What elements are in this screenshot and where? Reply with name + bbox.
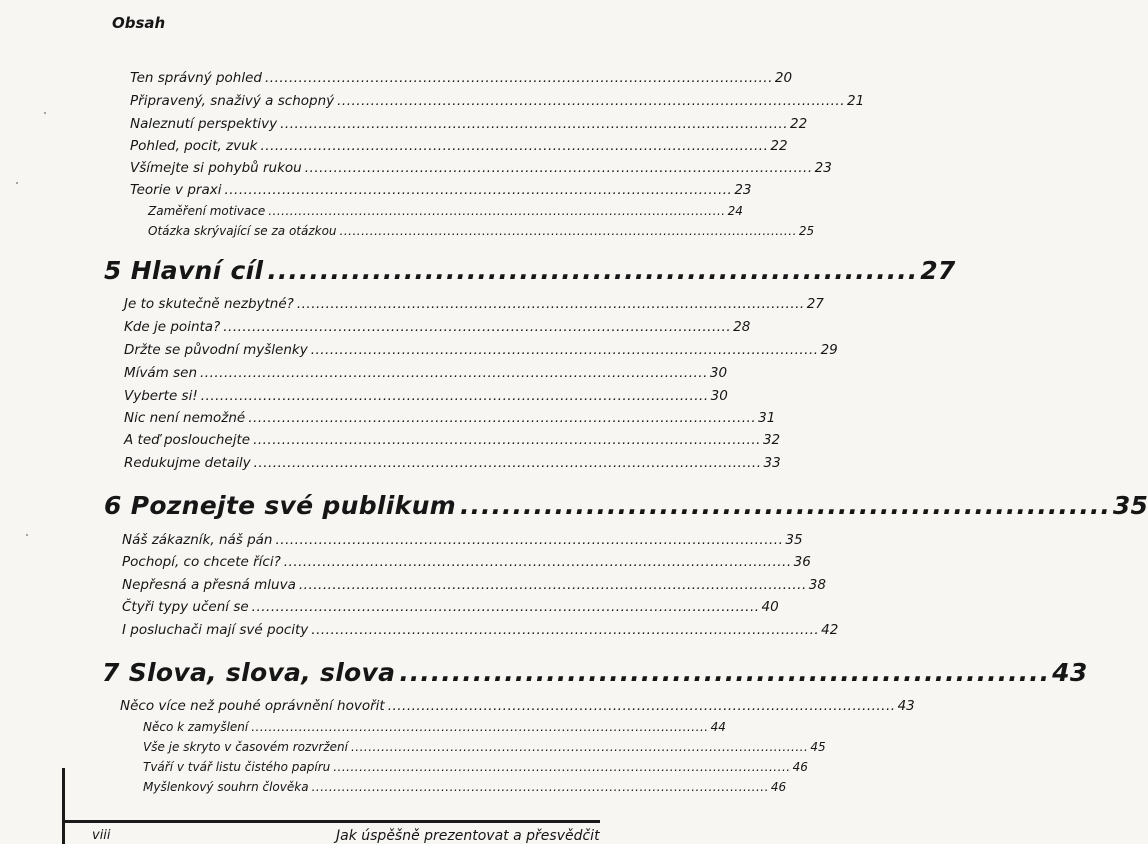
toc-entry[interactable] [122, 577, 826, 593]
chapter-heading[interactable] [104, 256, 956, 285]
toc-subentry[interactable] [143, 760, 808, 774]
toc-entry[interactable] [130, 116, 808, 132]
leader-dots: .......................................................................................................... [253, 432, 761, 448]
toc-entry-label: Náš zákazník, náš pán [122, 532, 273, 548]
chapter-title: 6 Poznejte své publikum [104, 491, 457, 520]
toc-entry-label: Otázka skrývající se za otázkou [148, 224, 337, 238]
leader-dots: .......................................................................................................... [260, 138, 769, 154]
chapter-page: 27 [920, 256, 956, 285]
toc-entry-label: Ten správný pohled [130, 70, 262, 86]
scan-speck [16, 182, 18, 184]
toc-entry[interactable] [130, 160, 832, 176]
toc-entry[interactable] [120, 698, 915, 714]
leader-dots: .......................................................................................................... [265, 70, 773, 86]
toc-entry-label: Pohled, pocit, zvuk [130, 138, 258, 154]
toc-entry-label: Něco více než pouhé oprávnění hovořit [120, 698, 385, 714]
footer-running-title: Jak úspěšně prezentovat a přesvědčit [336, 828, 600, 844]
leader-dots: .............................................................. [399, 658, 1051, 687]
leader-dots: .......................................................................................................... [200, 365, 708, 381]
toc-entry-label: Tváří v tvář listu čistého papíru [143, 760, 331, 774]
toc-entry[interactable] [130, 70, 793, 86]
leader-dots: .......................................................................................................... [268, 204, 726, 218]
toc-entry-page: 35 [785, 532, 803, 548]
toc-entry-page: 29 [820, 342, 838, 358]
toc-entry-label: Čtyři typy učení se [122, 599, 249, 615]
toc-entry-page: 40 [761, 599, 779, 615]
toc-entry-label: Nepřesná a přesná mluva [122, 577, 296, 593]
toc-entry-page: 22 [770, 138, 788, 154]
chapter-heading[interactable] [104, 491, 1148, 520]
toc-subentry[interactable] [143, 720, 726, 734]
chapter-title: 7 Slova, slova, slova [102, 658, 396, 687]
toc-entry-label: Držte se původní myšlenky [124, 342, 308, 358]
leader-dots: .......................................................................................................... [304, 160, 813, 176]
leader-dots: .......................................................................................................... [275, 532, 784, 548]
toc-entry-label: Něco k zamyšlení [143, 720, 249, 734]
toc-entry[interactable] [122, 622, 839, 638]
footer-page-number: viii [92, 828, 111, 843]
scan-speck [44, 112, 46, 114]
toc-subentry[interactable] [148, 224, 815, 238]
toc-entry-page: 38 [808, 577, 826, 593]
toc-entry-page: 45 [810, 740, 826, 754]
toc-entry-label: Vše je skryto v časovém rozvržení [143, 740, 348, 754]
toc-entry[interactable] [124, 365, 728, 381]
toc-entry-label: Zaměření motivace [148, 204, 266, 218]
toc-entry-page: 30 [710, 388, 728, 404]
chapter-heading[interactable] [102, 658, 1088, 687]
footer-vertical-rule [62, 768, 65, 844]
toc-entry-label: Naleznutí perspektivy [130, 116, 278, 132]
toc-entry-label: Teorie v praxi [130, 182, 222, 198]
toc-entry-page: 44 [710, 720, 726, 734]
leader-dots: .............................................................. [267, 256, 919, 285]
toc-entry[interactable] [124, 296, 824, 312]
toc-entry-page: 30 [709, 365, 728, 381]
toc-entry[interactable] [124, 388, 728, 404]
toc-entry-page: 46 [770, 780, 787, 794]
toc-subentry[interactable] [148, 204, 743, 218]
toc-entry-page: 22 [790, 116, 808, 132]
leader-dots: .......................................................................................................... [224, 182, 733, 198]
leader-dots: .......................................................................................................... [253, 455, 762, 471]
leader-dots: .......................................................................................................... [339, 224, 797, 238]
toc-entry-page: 42 [821, 622, 839, 638]
chapter-page: 43 [1052, 658, 1088, 687]
toc-entry-label: Myšlenkový souhrn člověka [143, 780, 309, 794]
scan-speck [26, 534, 28, 536]
toc-entry-label: Redukujme detaily [124, 455, 251, 471]
toc-entry[interactable] [122, 532, 803, 548]
footer-horizontal-rule [62, 820, 600, 823]
toc-entry[interactable] [124, 410, 776, 426]
toc-entry-page: 31 [758, 410, 776, 426]
toc-entry-page: 27 [806, 296, 824, 312]
toc-entry[interactable] [130, 138, 788, 154]
leader-dots: .......................................................................................................... [387, 698, 896, 714]
toc-entry-label: Je to skutečně nezbytné? [124, 296, 294, 312]
toc-entry[interactable] [130, 182, 752, 198]
leader-dots: .......................................................................................................... [251, 599, 760, 615]
toc-entry-label: A teď poslouchejte [124, 432, 251, 448]
toc-entry-page: 43 [897, 698, 915, 714]
toc-entry-label: Všímejte si pohybů rukou [130, 160, 302, 176]
toc-entry-label: Kde je pointa? [124, 319, 221, 335]
toc-entry[interactable] [122, 599, 779, 615]
toc-entry-page: 46 [792, 760, 808, 774]
toc-entry-label: Mívám sen [124, 365, 197, 381]
toc-entry[interactable] [124, 432, 781, 448]
leader-dots: .......................................................................................................... [296, 296, 805, 312]
leader-dots: .......................................................................................................... [248, 410, 757, 426]
toc-subentry[interactable] [143, 740, 826, 754]
toc-entry-page: 20 [774, 70, 793, 86]
page-header-title: Obsah [112, 14, 166, 32]
leader-dots: .......................................................................................................... [223, 319, 732, 335]
leader-dots: .......................................................................................................... [310, 342, 819, 358]
toc-entry-page: 23 [734, 182, 752, 198]
leader-dots: .......................................................................................................... [333, 760, 791, 774]
toc-entry-label: Pochopí, co chcete říci? [122, 554, 281, 570]
chapter-page: 35 [1112, 491, 1148, 520]
toc-entry-label: Vyberte si! [124, 388, 198, 404]
leader-dots: .......................................................................................................... [200, 388, 709, 404]
leader-dots: .......................................................................................................... [350, 740, 809, 754]
toc-entry-page: 32 [762, 432, 781, 448]
leader-dots: .......................................................................................................... [298, 577, 807, 593]
toc-entry[interactable] [122, 554, 811, 570]
toc-entry-page: 36 [793, 554, 811, 570]
toc-entry-page: 25 [798, 224, 815, 238]
toc-entry-page: 33 [763, 455, 781, 471]
leader-dots: .......................................................................................................... [283, 554, 792, 570]
toc-entry-page: 23 [814, 160, 832, 176]
toc-entry-page: 28 [733, 319, 751, 335]
toc-entry-label: Nic není nemožné [124, 410, 246, 426]
leader-dots: .......................................................................................................... [337, 93, 846, 109]
chapter-title: 5 Hlavní cíl [104, 256, 264, 285]
leader-dots: .......................................................................................................... [311, 622, 820, 638]
toc-entry-label: I posluchači mají své pocity [122, 622, 309, 638]
toc-entry-page: 24 [727, 204, 743, 218]
leader-dots: .............................................................. [460, 491, 1111, 520]
toc-subentry[interactable] [143, 780, 787, 794]
toc-entry[interactable] [130, 93, 865, 109]
leader-dots: .......................................................................................................... [311, 780, 769, 794]
leader-dots: .......................................................................................................... [251, 720, 709, 734]
toc-entry-label: Připravený, snaživý a schopný [130, 93, 335, 109]
toc-entry-page: 21 [847, 93, 865, 109]
toc-entry[interactable] [124, 319, 751, 335]
toc-entry[interactable] [124, 342, 838, 358]
toc-entry[interactable] [124, 455, 781, 471]
leader-dots: .......................................................................................................... [280, 116, 789, 132]
